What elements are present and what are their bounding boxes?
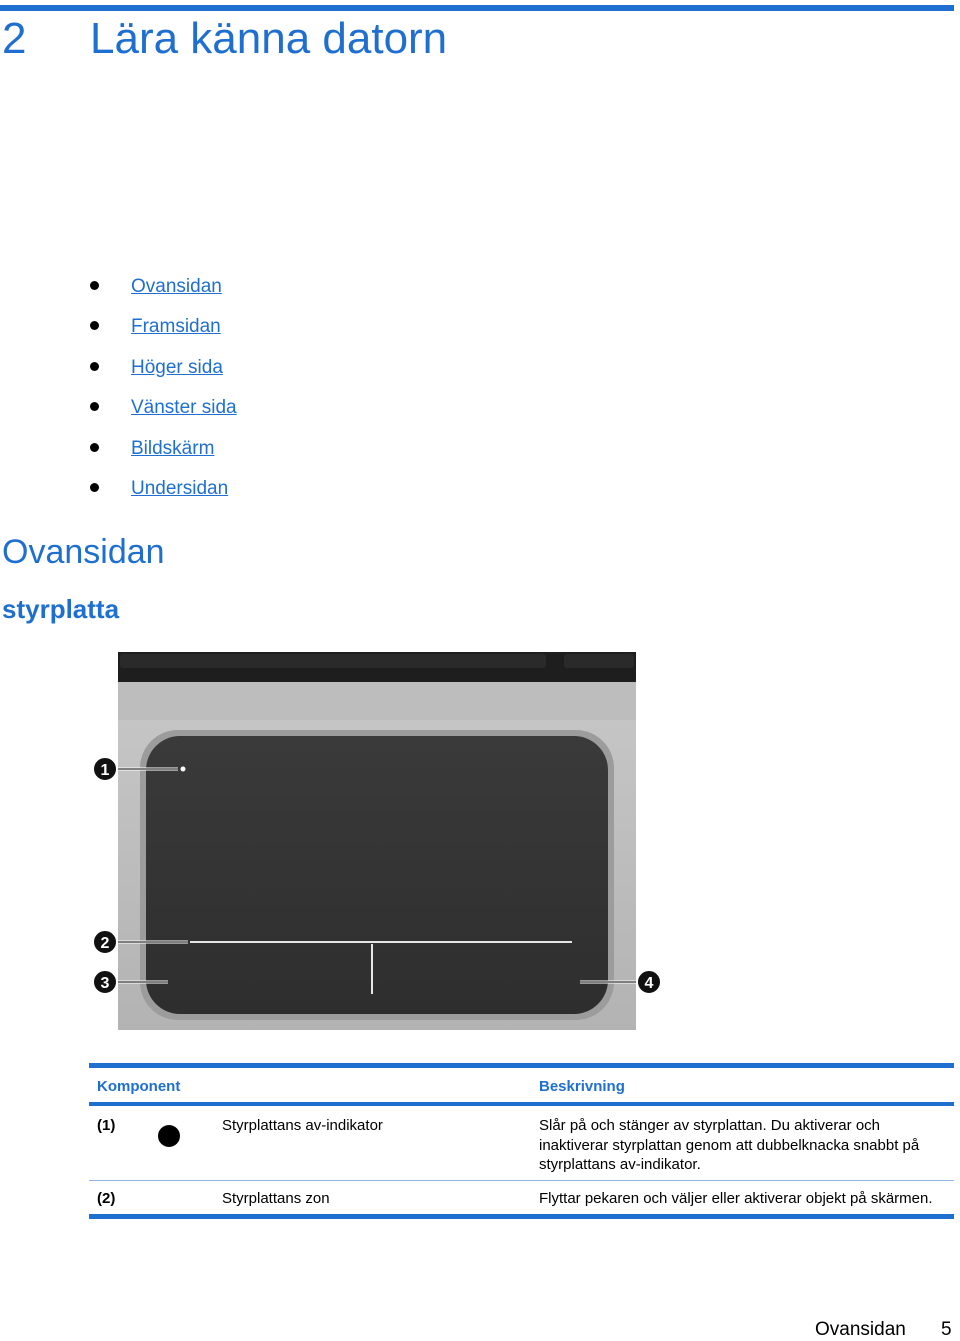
- chapter-title: [2, 14, 447, 64]
- table-row-1-component: Styrplattans av-indikator: [222, 1117, 383, 1134]
- touchpad-figure: [90, 648, 666, 1034]
- callout-2-label: 2: [100, 935, 110, 952]
- bullet-icon: [90, 402, 99, 411]
- footer-section-name: Ovansidan: [815, 1319, 906, 1340]
- callout-4: [637, 970, 661, 994]
- touchpad-off-indicator-dot-icon: [158, 1125, 180, 1147]
- table-header-description: Beskrivning: [539, 1078, 625, 1095]
- bullet-icon: [90, 443, 99, 452]
- toc-link-framsidan[interactable]: Framsidan: [131, 316, 221, 338]
- table-bottom-rule: [89, 1214, 954, 1219]
- callout-3-label: 3: [100, 975, 110, 992]
- table-header-rule: [89, 1102, 954, 1106]
- table-row-2-component: Styrplattans zon: [222, 1190, 330, 1207]
- table-row-2-number: (2): [97, 1190, 116, 1207]
- chapter-number: 2: [2, 14, 27, 63]
- callout-1: [93, 757, 117, 781]
- table-row-2-description: Flyttar pekaren och väljer eller aktiverar objekt på skärmen.: [539, 1190, 933, 1207]
- section-title: Ovansidan: [2, 533, 165, 571]
- table-header-component: Komponent: [97, 1078, 181, 1095]
- table-row-divider: [89, 1180, 954, 1181]
- touchpad-surface: [146, 736, 608, 1014]
- callout-2: [93, 930, 117, 954]
- footer-page-number: 5: [941, 1319, 952, 1340]
- table-row-1-description: Slår på och stänger av styrplattan. Du aktiverar och inaktiverar styrplattan genom att dubbelknacka snabbt på styrplattans av-indikator.: [539, 1117, 920, 1173]
- toc-link-bildskarm[interactable]: Bildskärm: [131, 437, 215, 459]
- callout-1-label: 1: [100, 762, 110, 779]
- bullet-icon: [90, 281, 99, 290]
- toc-link-hoger-sida[interactable]: Höger sida: [131, 356, 223, 378]
- section-subtitle: styrplatta: [2, 594, 120, 624]
- bullet-icon: [90, 483, 99, 492]
- top-rule: [0, 5, 954, 11]
- toc-link-ovansidan[interactable]: Ovansidan: [131, 276, 222, 297]
- toc-link-vanster-sida[interactable]: Vänster sida: [131, 397, 237, 419]
- callout-4-label: 4: [644, 975, 654, 992]
- table-top-rule: [89, 1063, 954, 1068]
- bullet-icon: [90, 321, 99, 330]
- callout-3: [93, 970, 117, 994]
- touchpad-off-indicator-led: [181, 767, 186, 772]
- toc-link-undersidan[interactable]: Undersidan: [131, 477, 229, 499]
- bullet-icon: [90, 362, 99, 371]
- chapter-title-text: Lära känna datorn: [90, 14, 448, 63]
- table-row-1-number: (1): [97, 1117, 116, 1134]
